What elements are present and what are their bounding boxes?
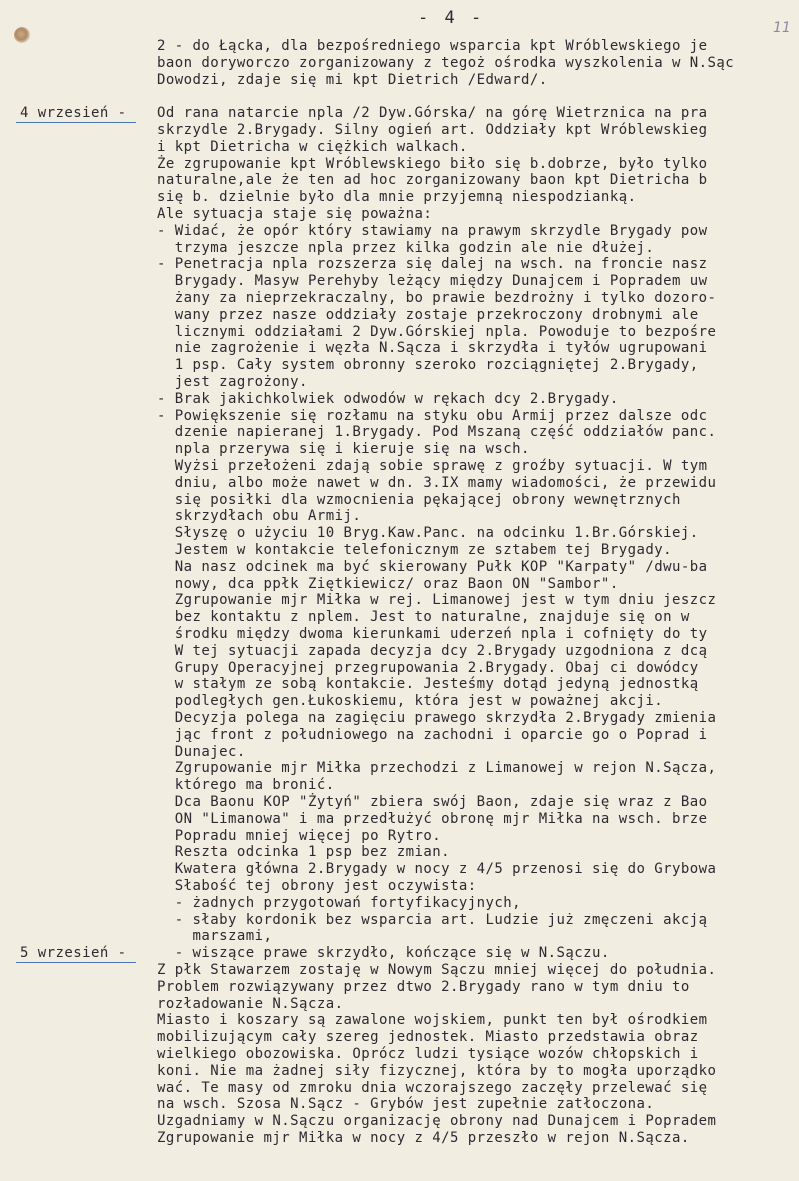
text-line: rozładowanie N.Sącza.	[157, 995, 344, 1012]
text-line: Ale sytuacja staje się poważna:	[157, 206, 433, 222]
text-line: Uzgadniamy w N.Sączu organizację obrony nad Dunajcem i Popradem	[157, 1113, 717, 1130]
text-line: skrzydle 2.Brygady. Silny ogień art. Oddziały kpt Wróblewskieg	[157, 122, 708, 138]
text-line: wany przez nasze oddziały zostaje przekroczony drobnymi ale	[157, 306, 699, 323]
text-line: mobilizującym cały szereg jednostek. Miasto przedstawia obraz	[157, 1029, 699, 1046]
text-line: Grupy Operacyjnej przegrupowania 2.Brygady. Obaj ci dowódcy	[157, 659, 699, 676]
text-line: Słyszę o użyciu 10 Bryg.Kaw.Panc. na odcinku 1.Br.Górskiej.	[157, 525, 699, 542]
date-label: 5 wrzesień -	[20, 945, 127, 962]
text-line: dzenie napieranej 1.Brygady. Pod Mszaną część oddziałów panc.	[157, 424, 717, 441]
text-line: Że zgrupowanie kpt Wróblewskiego biło się b.dobrze, było tylko	[157, 155, 708, 172]
text-line: jąc front z południowego na zachodni i oparcie go o Poprad i	[157, 726, 708, 743]
text-line: Jestem w kontakcie telefonicznym ze sztabem tej Brygady.	[157, 542, 672, 558]
text-line: - słaby kordonik bez wsparcia art. Ludzie już zmęczeni akcją	[157, 911, 708, 928]
text-line: nie zagrożenie i węzła N.Sącza i skrzydła i tyłów ugrupowani	[157, 340, 708, 357]
text-line: npla przerywa się i kieruje się na wsch.	[157, 441, 530, 458]
date-label: 4 wrzesień -	[20, 105, 127, 122]
text-line: Dunajec.	[157, 743, 246, 760]
text-line: - Penetracja npla rozszerza się dalej na wsch. na froncie nasz	[157, 256, 708, 273]
punch-hole-mark	[14, 27, 30, 43]
text-line: się posiłki dla wzmocnienia pękającej obrony wewnętrznych	[157, 491, 681, 508]
text-line: podległych gen.Łukoskiemu, która jest w poważnej akcji.	[157, 693, 664, 710]
text-line: Z płk Stawarzem zostaję w Nowym Sączu mniej więcej do południa.	[157, 962, 717, 978]
archive-number: 11	[773, 20, 791, 36]
text-line: trzyma jeszcze npla przez kilka godzin ale nie dłużej.	[157, 239, 655, 256]
date-underline	[16, 962, 136, 963]
text-line: Zgrupowanie mjr Miłka przechodzi z Limanowej w rejon N.Sącza,	[157, 760, 717, 777]
text-line: ON "Limanowa" i ma przedłużyć obronę mjr Miłka na wsch. brze	[157, 810, 708, 827]
text-line: naturalne,ale że ten ad hoc zorganizowany baon kpt Dietricha b	[157, 172, 708, 189]
text-line: wać. Te masy od zmroku dnia wczorajszego zaczęły przelewać się	[157, 1079, 708, 1096]
text-line: którego ma bronić.	[157, 777, 335, 794]
text-line: jest zagrożony.	[157, 374, 308, 390]
text-line: - Brak jakichkolwiek odwodów w rękach dcy 2.Brygady.	[157, 390, 619, 407]
text-line: w stałym ze sobą kontakcie. Jesteśmy dotąd jedyną jednostką	[157, 676, 699, 693]
text-line: baon doryworczo zorganizowany z tegoż ośrodka wyszkolenia w N.Sąc	[157, 54, 735, 71]
text-line: Zgrupowanie mjr Miłka w rej. Limanowej jest w tym dniu jeszcz	[157, 592, 717, 609]
text-line: - żadnych przygotowań fortyfikacyjnych,	[157, 894, 522, 911]
text-line: Kwatera główna 2.Brygady w nocy z 4/5 przenosi się do Grybowa	[157, 861, 717, 878]
text-line: Słabość tej obrony jest oczywista:	[157, 878, 477, 894]
text-line: Reszta odcinka 1 psp bez zmian.	[157, 844, 450, 861]
text-line: na wsch. Szosa N.Sącz - Grybów jest zupełnie zatłoczona.	[157, 1096, 655, 1113]
text-line: 1 psp. Cały system obronny szeroko rozciągniętej 2.Brygady,	[157, 357, 699, 374]
text-line: Od rana natarcie npla /2 Dyw.Górska/ na górę Wietrznica na pra	[157, 105, 708, 122]
text-line: Problem rozwiązywany przez dtwo 2.Brygady rano w tym dniu to	[157, 978, 690, 995]
text-line: Dca Baonu KOP "Żytyń" zbiera swój Baon, zdaje się wraz z Bao	[157, 794, 708, 810]
text-line: Na nasz odcinek ma być skierowany Pułk KOP "Karpaty" /dwu-ba	[157, 558, 708, 575]
text-line: W tej sytuacji zapada decyzja dcy 2.Brygady uzgodniona z dcą	[157, 642, 708, 659]
text-line: - Powiększenie się rozłamu na styku obu Armij przez dalsze odc	[157, 407, 708, 424]
text-line: licznymi oddziałami 2 Dyw.Górskiej npla. Powoduje to bezpośre	[157, 323, 717, 340]
text-line: Zgrupowanie mjr Miłka w nocy z 4/5 przeszło w rejon N.Sącza.	[157, 1130, 690, 1146]
text-line: środku między dwoma kierunkami uderzeń npla i cofnięty do ty	[157, 626, 708, 642]
text-line: - wiszące prawe skrzydło, kończące się w N.Sączu.	[157, 945, 610, 962]
text-line: nowy, dca ppłk Ziętkiewicz/ oraz Baon ON "Sambor".	[157, 575, 619, 592]
text-line: koni. Nie ma żadnej siły fizycznej, która by to mogła uporządko	[157, 1062, 717, 1079]
text-line: Wyżsi przełożeni zdają sobie sprawę z groźby sytuacji. W tym	[157, 458, 708, 474]
text-line: Brygady. Masyw Perehyby leżący między Dunajcem i Popradem uw	[157, 273, 708, 290]
text-line: - Widać, że opór który stawiamy na prawym skrzydle Brygady pow	[157, 222, 708, 239]
text-line: wielkiego obozowiska. Oprócz ludzi tysiące wozów chłopskich i	[157, 1046, 699, 1062]
text-line: marszami,	[157, 928, 273, 945]
text-line: Popradu mniej więcej po Rytro.	[157, 827, 442, 844]
text-line: i kpt Dietricha w ciężkich walkach.	[157, 138, 468, 155]
text-line: 2 - do Łącka, dla bezpośredniego wsparcia kpt Wróblewskiego je	[157, 38, 708, 54]
page-number: - 4 -	[418, 8, 485, 28]
text-line: bez kontaktu z nplem. Jest to naturalne, znajduje się on w	[157, 609, 690, 626]
text-line: Decyzja polega na zagięciu prawego skrzydła 2.Brygady zmienia	[157, 710, 717, 726]
text-line: żany za nieprzekraczalny, bo prawie bezdrożny i tylko dozoro-	[157, 290, 717, 306]
text-line: Miasto i koszary są zawalone wojskiem, punkt ten był ośrodkiem	[157, 1012, 708, 1029]
date-underline	[16, 122, 136, 123]
text-line: się b. dzielnie było dla mnie przyjemną niespodzianką.	[157, 189, 637, 206]
text-line: dniu, albo może nawet w dn. 3.IX mamy wiadomości, że przewidu	[157, 474, 717, 491]
text-line: Dowodzi, zdaje się mi kpt Dietrich /Edward/.	[157, 71, 548, 88]
text-line: skrzydłach obu Armij.	[157, 508, 362, 525]
